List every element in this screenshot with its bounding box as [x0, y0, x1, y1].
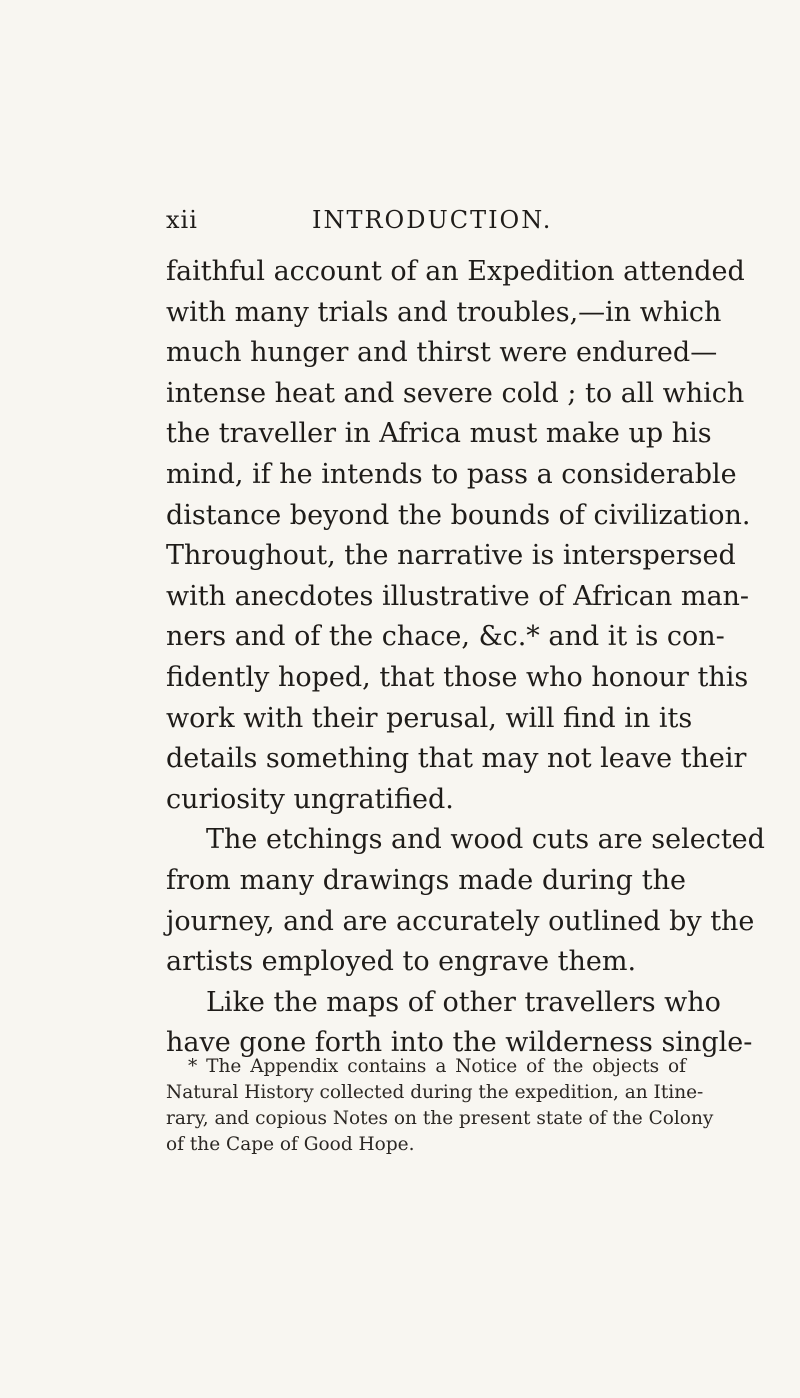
body-line: faithful account of an Expedition attended [166, 256, 745, 287]
footnote-line: rary, and copious Notes on the present state of the Colony [166, 1108, 714, 1129]
running-title: INTRODUCTION. [312, 206, 553, 234]
body-line: artists employed to engrave them. [166, 946, 637, 978]
body-line: with anecdotes illustrative of African man- [166, 580, 750, 612]
body-line: distance beyond the bounds of civilization. [166, 499, 751, 531]
body-line: curiosity ungratified. [166, 783, 454, 815]
footnote-line: * The Appendix contains a Notice of the objects of [188, 1056, 686, 1077]
body-line: with many trials and troubles,—in which [166, 296, 722, 328]
body-line: much hunger and thirst were endured— [166, 337, 718, 369]
body-line: journey, and are accurately outlined by the [166, 905, 755, 937]
footnote-line: of the Cape of Good Hope. [166, 1134, 415, 1155]
footnote [166, 1054, 714, 1158]
body-line: work with their perusal, will find in its [166, 702, 693, 734]
body-line: mind, if he intends to pass a considerable [166, 458, 737, 490]
body-line: Like the maps of other travellers who [206, 986, 721, 1018]
running-head [166, 206, 666, 236]
body-line: from many drawings made during the [166, 864, 686, 896]
body-line: Throughout, the narrative is interspersed [166, 540, 736, 572]
footnote-line: Natural History collected during the expedition, an Itine- [166, 1082, 704, 1103]
body-line: details something that may not leave their [166, 743, 747, 775]
body-line: fidently hoped, that those who honour this [166, 661, 749, 693]
body-line: intense heat and severe cold ; to all which [166, 377, 745, 409]
page-number: xii [166, 206, 198, 234]
body-text [166, 252, 765, 1064]
body-line: have gone forth into the wilderness single- [166, 1027, 753, 1059]
body-line: the traveller in Africa must make up his [166, 418, 712, 450]
body-line: ners and of the chace, &c.* and it is con- [166, 621, 725, 653]
body-line: The etchings and wood cuts are selected [206, 824, 765, 856]
